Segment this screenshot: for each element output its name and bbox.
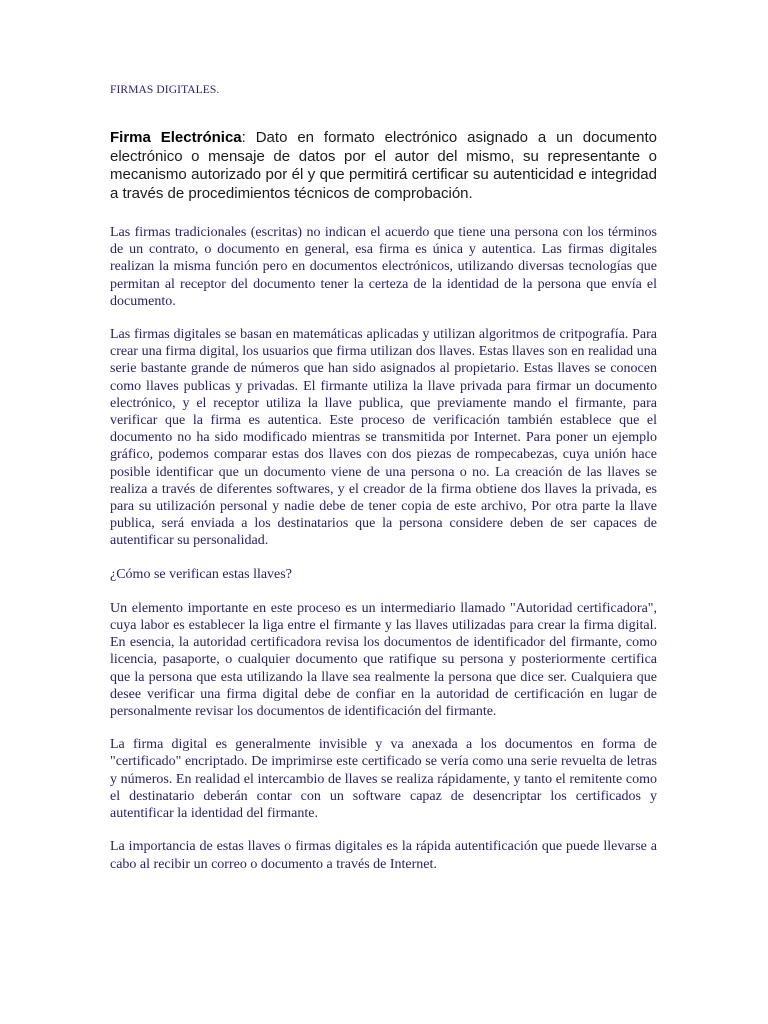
definition-text: : Dato en formato electrónico asignado a un documento electrónico o mensaje de datos por el autor del mismo, su representante o mecanismo autorizado por él y que permitirá certificar su autenticidad e integridad a través de procedimientos técnicos de comprobación. — [110, 129, 657, 202]
definition-term: Firma Electrónica — [110, 129, 242, 146]
paragraph-certificate: La firma digital es generalmente invisible y va anexada a los documentos en forma de "certificado" encriptado. De imprimirse este certificado se vería como una serie revuelta de letras y números. En realidad el intercambio de llaves se realiza rápidamente, y tanto el remitente como el destinatario deberán contar con un software capaz de desencriptar los certificados y autentificar la identidad del firmante. — [110, 737, 657, 822]
document-page — [110, 84, 657, 889]
document-title: FIRMAS DIGITALES. — [110, 84, 220, 96]
paragraph-keys-explanation: Las firmas digitales se basan en matemáticas aplicadas y utilizan algoritmos de critpografía. Para crear una firma digital, los usuarios que firma utilizan dos llaves. Estas llaves son en realidad una serie bastante grande de números que han sido asignados al propietario. Estas llaves se conocen como llaves publicas y privadas. El firmante utiliza la llave privada para firmar un documento electrónico, y el receptor utiliza la llave publica, que previamente mando el firmante, para verificar que la firma es autentica. Este proceso de verificación también establece que el documento no ha sido modificado mientras se transmitida por Internet. Para poner un ejemplo gráfico, podemos comparar estas dos llaves con dos piezas de rompecabezas, cuya unión hace posible identificar que un documento viene de una persona o no. La creación de las llaves se realiza a través de diferentes softwares, y el creador de la firma obtiene dos llaves la privada, es para su utilización personal y nadie debe de tener copia de este archivo, Por otra parte la llave publica, será enviada a los destinatarios que la persona considere deben de ser capaces de autentificar su personalidad. — [110, 327, 657, 549]
paragraph-importance: La importancia de estas llaves o firmas digitales es la rápida autentificación que puede llevarse a cabo al recibir un correo o documento a través de Internet. — [110, 839, 657, 872]
definition-paragraph — [110, 129, 657, 203]
section-question: ¿Cómo se verifican estas llaves? — [110, 566, 292, 582]
paragraph-traditional-signatures: Las firmas tradicionales (escritas) no indican el acuerdo que tiene una persona con los términos de un contrato, o documento en general, esa firma es única y autentica. Las firmas digitales realizan la misma función pero en documentos electrónicos, utilizando diversas tecnologías que permitan al receptor del documento tener la certeza de la identidad de la persona que envía el documento. — [110, 225, 657, 309]
paragraph-certification-authority: Un elemento importante en este proceso es un intermediario llamado "Autoridad certificadora", cuya labor es establecer la liga entre el firmante y las llaves utilizadas para crear la firma digital. En esencia, la autoridad certificadora revisa los documentos de identificador del firmante, como licencia, pasaporte, o cualquier documento que ratifique su persona y posteriormente certifica que la persona que esta utilizando la llave sea realmente la persona que dice ser. Cualquiera que desee verificar una firma digital debe de confiar en la autoridad de certificación en lugar de personalmente revisar los documentos de identificación del firmante. — [110, 600, 657, 720]
